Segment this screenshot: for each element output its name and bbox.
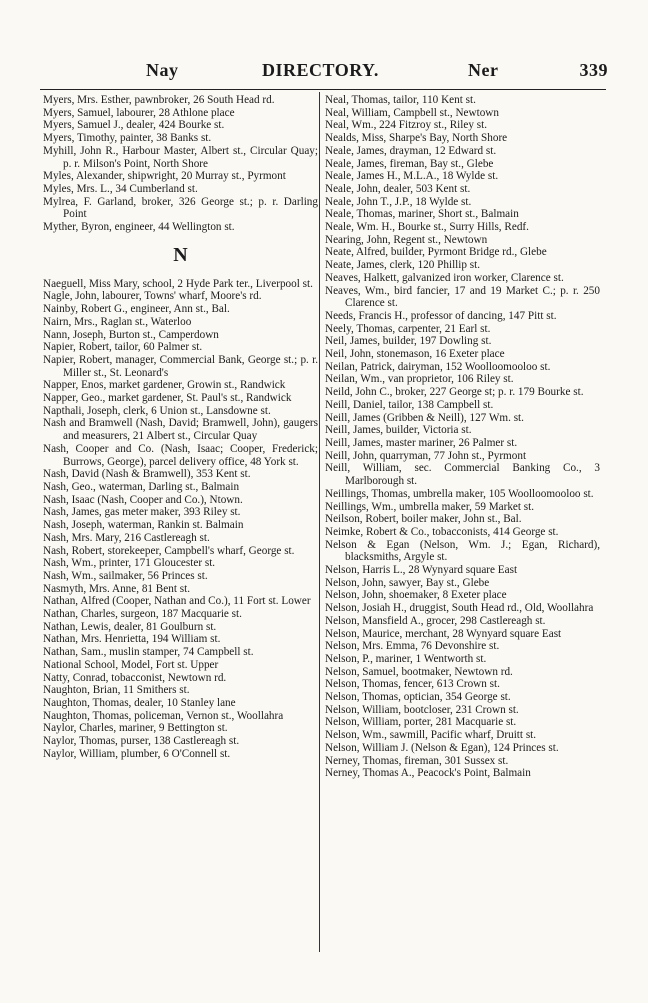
directory-entry: Nash, Geo., waterman, Darling st., Balmain bbox=[43, 480, 240, 493]
directory-entry: Nash, Joseph, waterman, Rankin st. Balmain bbox=[43, 519, 244, 532]
right-entries bbox=[325, 94, 600, 780]
directory-entry: Neal, Thomas, tailor, 110 Kent st. bbox=[325, 94, 476, 106]
directory-entry: Neilan, Patrick, dairyman, 152 Woolloomooloo st. bbox=[325, 360, 551, 373]
directory-entry: Neaves, Halkett, galvanized iron worker, Clarence st. bbox=[325, 271, 564, 284]
directory-entry: Nainby, Robert G., engineer, Ann st., Bal. bbox=[43, 303, 230, 316]
directory-entry: Napier, Robert, manager, Commercial Bank, George st.; p. r. Miller st., St. Leonard's bbox=[43, 353, 318, 379]
directory-entry: Nash, Robert, storekeeper, Campbell's wharf, George st. bbox=[43, 544, 295, 557]
directory-entry: Neate, Alfred, builder, Pyrmont Bridge rd., Glebe bbox=[325, 246, 547, 259]
directory-entry: Myers, Timothy, painter, 38 Banks st. bbox=[43, 132, 212, 145]
header-rule bbox=[40, 89, 606, 90]
directory-entry: Nelson, William, bootcloser, 231 Crown st. bbox=[325, 703, 519, 716]
directory-entry: Neill, James, builder, Victoria st. bbox=[325, 424, 472, 437]
column-divider bbox=[319, 92, 320, 952]
directory-entry: Nelson, William J. (Nelson & Egan), 124 Princes st. bbox=[325, 741, 559, 754]
directory-entry: Neillings, Thomas, umbrella maker, 105 Woolloomooloo st. bbox=[325, 487, 594, 500]
directory-entry: Naughton, Thomas, dealer, 10 Stanley lane bbox=[43, 696, 236, 709]
directory-entry: Naylor, Charles, mariner, 9 Bettington st. bbox=[43, 722, 228, 735]
directory-entry: Myles, Mrs. L., 34 Cumberland st. bbox=[43, 182, 198, 195]
directory-entry: Napier, Robert, tailor, 60 Palmer st. bbox=[43, 341, 203, 354]
directory-entry: Myers, Samuel, labourer, 28 Athlone place bbox=[43, 106, 235, 119]
directory-entry: Nash, David (Nash & Bramwell), 353 Kent st. bbox=[43, 468, 251, 481]
directory-entry: Neil, John, stonemason, 16 Exeter place bbox=[325, 348, 505, 361]
section-letter: N bbox=[173, 243, 188, 266]
page-header bbox=[40, 60, 608, 86]
directory-entry: Naughton, Brian, 11 Smithers st. bbox=[43, 684, 190, 697]
directory-entry: Nathan, Alfred (Cooper, Nathan and Co.), 11 Fort st. Lower bbox=[43, 595, 311, 608]
directory-entry: Nearing, John, Regent st., Newtown bbox=[325, 233, 488, 246]
directory-entry: Nelson, Thomas, optician, 354 George st. bbox=[325, 691, 511, 704]
directory-entry: Mylrea, F. Garland, broker, 326 George st.; p. r. Darling Point bbox=[43, 195, 318, 221]
directory-entry: Nelson, John, shoemaker, 8 Exeter place bbox=[325, 589, 507, 602]
directory-entry: Nelson, John, sawyer, Bay st., Glebe bbox=[325, 576, 490, 589]
directory-entry: Nash, Isaac (Nash, Cooper and Co.), Ntown. bbox=[43, 493, 243, 506]
directory-entry: Nelson, P., mariner, 1 Wentworth st. bbox=[325, 652, 487, 665]
directory-entry: Nash, Mrs. Mary, 216 Castlereagh st. bbox=[43, 531, 210, 544]
directory-entry: Myther, Byron, engineer, 44 Wellington st. bbox=[43, 221, 235, 234]
directory-entry: Nelson, Harris L., 28 Wynyard square East bbox=[325, 564, 518, 577]
directory-entry: Neill, James (Gribben & Neill), 127 Wm. st. bbox=[325, 411, 524, 424]
left-entries-before bbox=[43, 94, 318, 234]
directory-entry: Needs, Francis H., professor of dancing, 147 Pitt st. bbox=[325, 309, 557, 322]
directory-entry: Nelson, William, porter, 281 Macquarie st. bbox=[325, 716, 517, 729]
right-column bbox=[325, 94, 600, 780]
directory-entry: Neely, Thomas, carpenter, 21 Earl st. bbox=[325, 322, 491, 335]
directory-entry: Myhill, John R., Harbour Master, Albert st., Circular Quay; p. r. Milson's Point, North Shore bbox=[43, 144, 318, 170]
directory-entry: Neate, James, clerk, 120 Phillip st. bbox=[325, 259, 481, 272]
directory-entry: Neale, John T., J.P., 18 Wylde st. bbox=[325, 195, 472, 208]
directory-entry: Nash, Wm., printer, 171 Gloucester st. bbox=[43, 557, 216, 570]
directory-entry: Nathan, Mrs. Henrietta, 194 William st. bbox=[43, 633, 221, 646]
directory-entry: Neale, John, dealer, 503 Kent st. bbox=[325, 182, 471, 195]
directory-entry: Neaves, Wm., bird fancier, 17 and 19 Market C.; p. r. 250 Clarence st. bbox=[325, 284, 600, 310]
directory-entry: Neal, William, Campbell st., Newtown bbox=[325, 106, 499, 119]
left-entries-after bbox=[43, 278, 318, 761]
header-left-guide: Nay bbox=[146, 60, 179, 80]
directory-entry: Neale, Thomas, mariner, Short st., Balmain bbox=[325, 208, 519, 221]
directory-entry: Neill, John, quarryman, 77 John st., Pyrmont bbox=[325, 449, 527, 462]
directory-entry: Nelson, Josiah H., druggist, South Head rd., Old, Woollahra bbox=[325, 602, 594, 615]
directory-entry: Nash, James, gas meter maker, 393 Riley st. bbox=[43, 506, 241, 519]
header-title: DIRECTORY. bbox=[262, 60, 379, 80]
directory-entry: Nash, Wm., sailmaker, 56 Princes st. bbox=[43, 569, 208, 582]
directory-entry: Napthali, Joseph, clerk, 6 Union st., Lansdowne st. bbox=[43, 404, 271, 417]
directory-entry: Neale, James, drayman, 12 Edward st. bbox=[325, 144, 497, 157]
directory-entry: Nathan, Lewis, dealer, 81 Goulburn st. bbox=[43, 620, 217, 633]
directory-entry: Natty, Conrad, tobacconist, Newtown rd. bbox=[43, 671, 227, 684]
directory-entry: Nathan, Sam., muslin stamper, 74 Campbell st. bbox=[43, 646, 254, 659]
directory-entry: Nelson, Mrs. Emma, 76 Devonshire st. bbox=[325, 640, 500, 653]
directory-entry: Neilson, Robert, boiler maker, John st., Bal. bbox=[325, 513, 522, 526]
directory-entry: Neild, John C., broker, 227 George st; p. r. 179 Bourke st. bbox=[325, 386, 584, 399]
directory-entry: Nelson, Mansfield A., grocer, 298 Castlereagh st. bbox=[325, 614, 546, 627]
left-column bbox=[43, 94, 318, 760]
directory-entry: Nelson & Egan (Nelson, Wm. J.; Egan, Richard), blacksmiths, Argyle st. bbox=[325, 538, 600, 564]
page-number: 339 bbox=[579, 60, 608, 80]
directory-entry: Neale, James H., M.L.A., 18 Wylde st. bbox=[325, 170, 499, 183]
directory-entry: Nelson, Thomas, fencer, 613 Crown st. bbox=[325, 678, 500, 691]
directory-entry: Naylor, William, plumber, 6 O'Connell st. bbox=[43, 747, 231, 760]
directory-entry: Myers, Mrs. Esther, pawnbroker, 26 South Head rd. bbox=[43, 94, 275, 106]
directory-entry: Myles, Alexander, shipwright, 20 Murray st., Pyrmont bbox=[43, 170, 286, 183]
directory-entry: Napper, Enos, market gardener, Growin st., Randwick bbox=[43, 379, 286, 392]
directory-entry: National School, Model, Fort st. Upper bbox=[43, 658, 219, 671]
directory-entry: Neilan, Wm., van proprietor, 106 Riley st. bbox=[325, 373, 514, 386]
directory-entry: Neil, James, builder, 197 Dowling st. bbox=[325, 335, 492, 348]
directory-entry: Napper, Geo., market gardener, St. Paul's st., Randwick bbox=[43, 392, 292, 405]
directory-entry: Nash, Cooper and Co. (Nash, Isaac; Cooper, Frederick; Burrows, George), parcel delivery office, 48 York st. bbox=[43, 442, 318, 468]
directory-entry: Nasmyth, Mrs. Anne, 81 Bent st. bbox=[43, 582, 190, 595]
directory-entry: Nash and Bramwell (Nash, David; Bramwell, John), gaugers and measurers, 21 Albert st., Circular Quay bbox=[43, 417, 318, 443]
directory-entry: Nerney, Thomas A., Peacock's Point, Balmain bbox=[325, 767, 531, 780]
directory-entry: Naeguell, Miss Mary, school, 2 Hyde Park ter., Liverpool st. bbox=[43, 277, 313, 290]
directory-entry: Nealds, Miss, Sharpe's Bay, North Shore bbox=[325, 132, 508, 145]
directory-entry: Nagle, John, labourer, Towns' wharf, Moore's rd. bbox=[43, 290, 262, 303]
directory-entry: Neale, James, fireman, Bay st., Glebe bbox=[325, 157, 494, 170]
directory-entry: Naughton, Thomas, policeman, Vernon st., Woollahra bbox=[43, 709, 284, 722]
directory-entry: Naylor, Thomas, purser, 138 Castlereagh st. bbox=[43, 735, 240, 748]
directory-entry: Nairn, Mrs., Raglan st., Waterloo bbox=[43, 315, 192, 328]
directory-entry: Neill, William, sec. Commercial Banking Co., 3 Marlborough st. bbox=[325, 462, 600, 488]
directory-entry: Nann, Joseph, Burton st., Camperdown bbox=[43, 328, 219, 341]
directory-entry: Neill, Daniel, tailor, 138 Campbell st. bbox=[325, 398, 494, 411]
directory-entry: Nelson, Maurice, merchant, 28 Wynyard square East bbox=[325, 627, 562, 640]
directory-entry: Neal, Wm., 224 Fitzroy st., Riley st. bbox=[325, 119, 488, 132]
directory-entry: Nelson, Samuel, bootmaker, Newtown rd. bbox=[325, 665, 513, 678]
directory-entry: Neale, Wm. H., Bourke st., Surry Hills, Redf. bbox=[325, 221, 529, 234]
directory-entry: Nelson, Wm., sawmill, Pacific wharf, Druitt st. bbox=[325, 729, 537, 742]
directory-entry: Neillings, Wm., umbrella maker, 59 Market st. bbox=[325, 500, 535, 513]
directory-entry: Nathan, Charles, surgeon, 187 Macquarie st. bbox=[43, 608, 242, 621]
header-right-guide: Ner bbox=[468, 60, 499, 80]
directory-entry: Myers, Samuel J., dealer, 424 Bourke st. bbox=[43, 119, 225, 132]
directory-entry: Neill, James, master mariner, 26 Palmer st. bbox=[325, 436, 518, 449]
directory-entry: Nerney, Thomas, fireman, 301 Sussex st. bbox=[325, 754, 509, 767]
directory-entry: Neimke, Robert & Co., tobacconists, 414 George st. bbox=[325, 525, 559, 538]
